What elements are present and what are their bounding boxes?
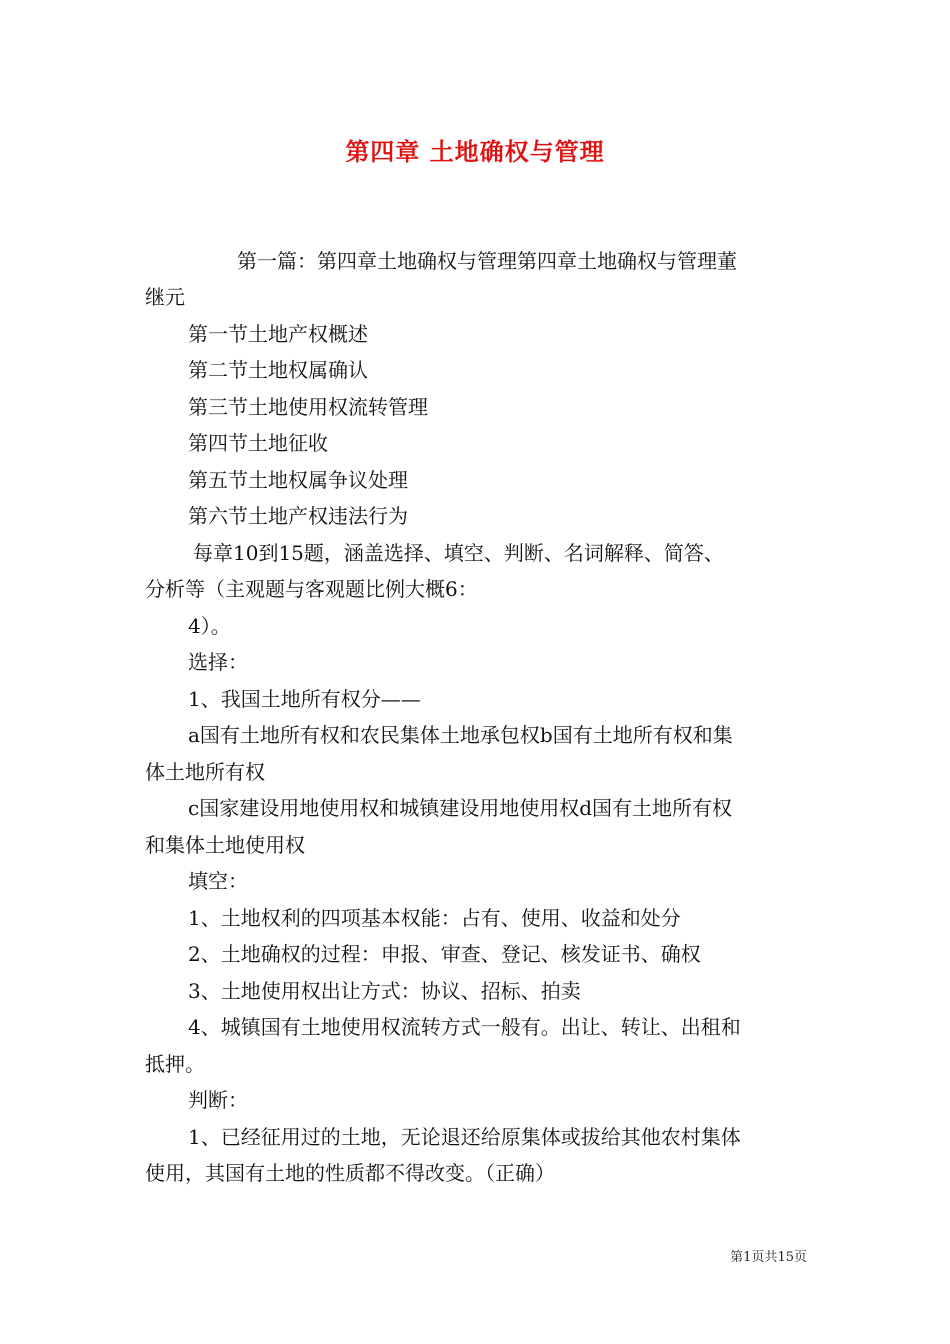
text-line: 判断： [188,1088,248,1112]
text-line: 2、土地确权的过程：申报、审查、登记、核发证书、确权 [188,942,701,966]
text-line: 体土地所有权 [145,760,265,784]
text-line: 第三节土地使用权流转管理 [188,395,428,419]
text-line: 第一节土地产权概述 [188,322,368,346]
text-line: 每章10到15题，涵盖选择、填空、判断、名词解释、简答、 [193,541,724,565]
text-line: 分析等（主观题与客观题比例大概6： [145,577,478,601]
text-line: 第六节土地产权违法行为 [188,504,408,528]
text-line: a国有土地所有权和农民集体土地承包权b国有土地所有权和集 [188,723,733,747]
document-title: 第四章 土地确权与管理 [345,137,605,166]
text-line: 4、城镇国有土地使用权流转方式一般有。出让、转让、出租和 [188,1015,741,1039]
text-line: 抵押。 [145,1052,205,1076]
text-line: 1、我国土地所有权分—— [188,687,421,711]
text-line: 1、已经征用过的土地，无论退还给原集体或拔给其他农村集体 [188,1125,741,1149]
text-line: 第二节土地权属确认 [188,358,368,382]
text-line: 4）。 [188,614,231,638]
text-line: 1、土地权利的四项基本权能：占有、使用、收益和处分 [188,906,681,930]
text-line: 使用，其国有土地的性质都不得改变。（正确） [145,1161,555,1185]
text-line: 继元 [145,285,185,309]
text-line: c国家建设用地使用权和城镇建设用地使用权d国有土地所有权 [188,796,733,820]
text-line: 填空： [188,869,248,893]
text-line: 3、土地使用权出让方式：协议、招标、拍卖 [188,979,581,1003]
text-line: 第五节土地权属争议处理 [188,468,408,492]
page-number-footer: 第1页共15页 [730,1250,807,1265]
text-line: 第四节土地征收 [188,431,328,455]
text-line: 和集体土地使用权 [145,833,305,857]
text-line: 选择： [188,650,248,674]
text-line: 第一篇：第四章土地确权与管理第四章土地确权与管理董 [237,249,737,273]
